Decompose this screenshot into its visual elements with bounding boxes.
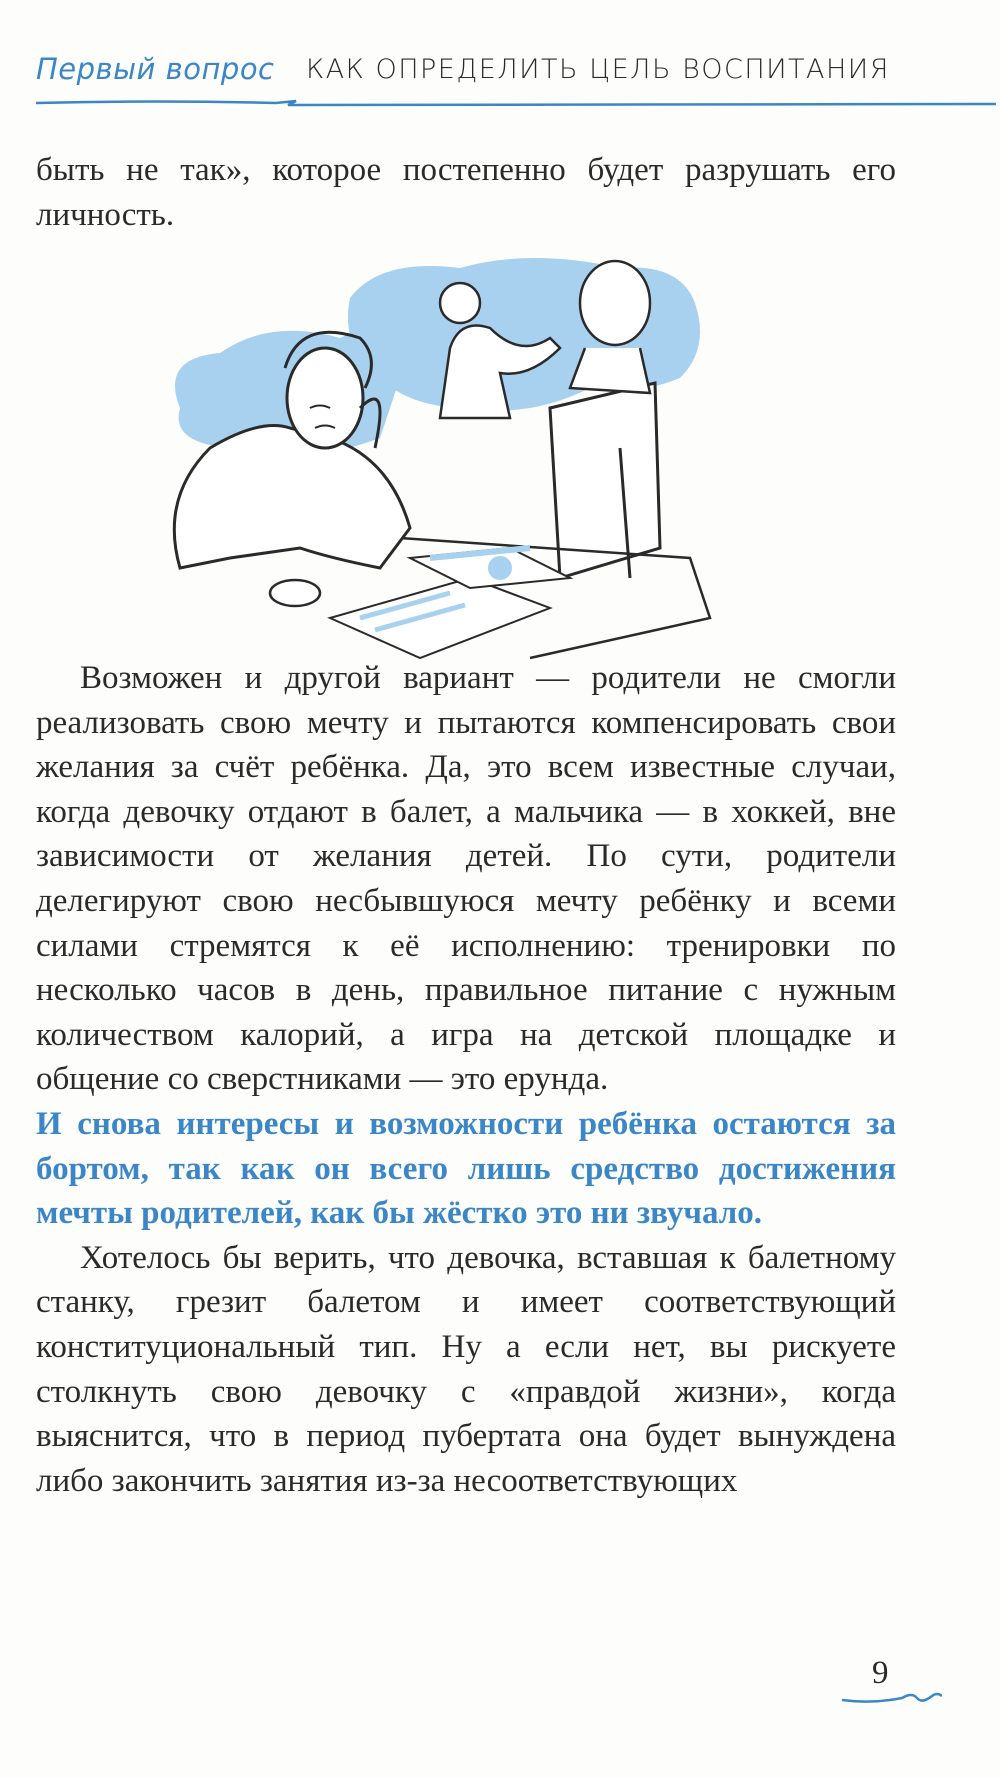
paragraph-text: Возможен и другой вариант — родители не смогли реализовать свою мечту и пытаются компенсировать свои желания за счёт ребёнка. Да, это всем известные случаи, когда девочку отдают в балет, а мальчика — в хоккей, вне зависимости от желания детей. По сути, родители делегируют свою несбывшуюся мечту ребёнку и всеми силами стремятся к её исполнению: тренировки по несколько часов в день, правильное питание с нужным количеством калорий, а игра на детской площадке и общение со сверстниками — это ерунда. xyxy=(36,660,896,1098)
paragraph-text: Хотелось бы верить, что девочка, вставшая к балетному станку, грезит балетом и имеет соответствующий конституциональный тип. Ну а если нет, вы рискуете столкнуть свою девочку с «правдой жизни», когда выяснится, что в период пубертата она будет вынуждена либо закончить занятия из-за несоответствующих xyxy=(36,1239,896,1499)
paragraph-continued xyxy=(36,148,896,237)
main-text xyxy=(36,656,896,1503)
page-number: 9 xyxy=(872,1655,889,1691)
paragraph-text: быть не так», которое постепенно будет разрушать его личность. xyxy=(36,152,896,233)
page-flourish-icon xyxy=(842,1684,942,1708)
worried-man-at-computer-illustration xyxy=(150,258,790,708)
chapter-title: КАК ОПРЕДЕЛИТЬ ЦЕЛЬ ВОСПИТАНИЯ xyxy=(306,54,890,85)
highlight-text: И снова интересы и возможности ребёнка остаются за бортом, так как он всего лишь средство достижения мечты родителей, как бы жёстко это ни звучало. xyxy=(36,1105,896,1232)
header-rule xyxy=(36,98,1000,108)
bust xyxy=(580,261,650,345)
mouse xyxy=(270,580,320,606)
page-header xyxy=(36,46,936,106)
section-label: Первый вопрос xyxy=(36,52,275,86)
